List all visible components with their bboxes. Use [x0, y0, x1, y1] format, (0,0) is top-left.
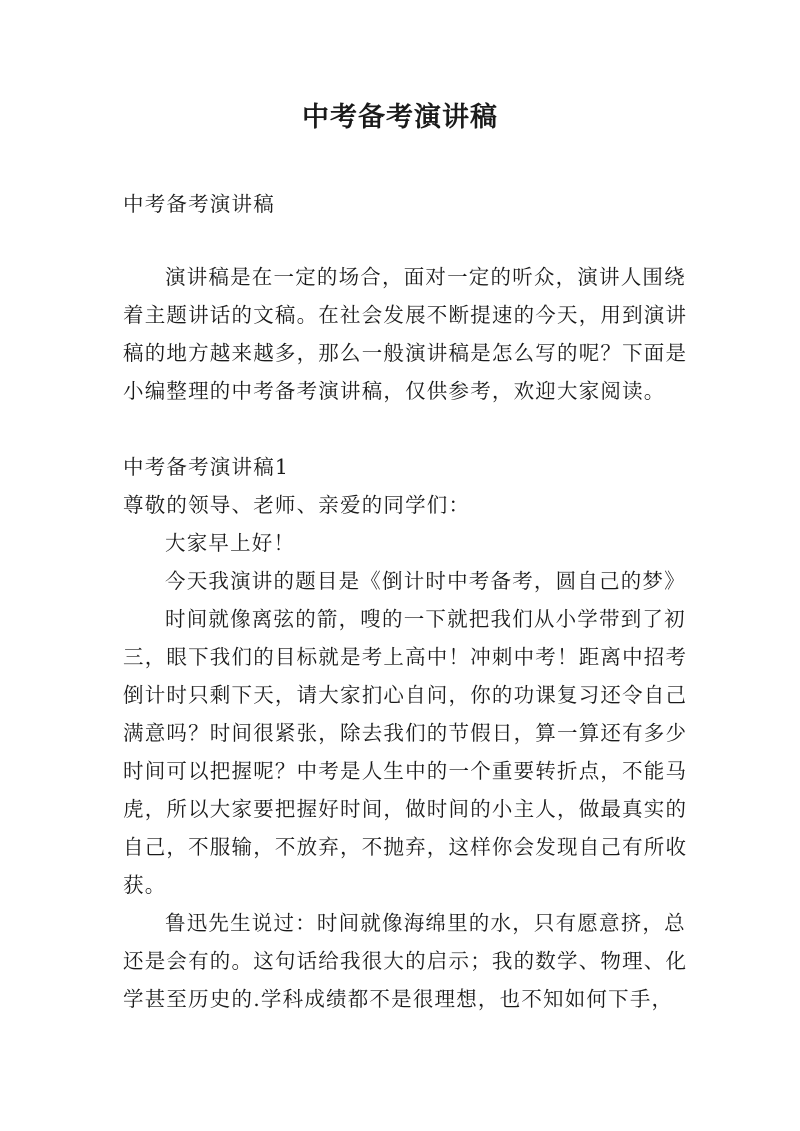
paragraph-line: 学甚至历史的.学科成绩都不是很理想，也不知如何下手，	[123, 987, 674, 1011]
greeting: 大家早上好！	[165, 531, 296, 555]
paragraph-line: 满意吗？时间很紧张，除去我们的节假日，算一算还有多少	[123, 721, 688, 745]
paragraph-line: 获。	[123, 873, 167, 897]
paragraph-line: 时间可以把握呢？中考是人生中的一个重要转折点，不能马	[123, 759, 688, 783]
paragraph-line: 虎，所以大家要把握好时间，做时间的小主人，做最真实的	[123, 797, 688, 821]
intro-line: 演讲稿是在一定的场合，面对一定的听众，演讲人围绕	[165, 265, 686, 289]
intro-line: 稿的地方越来越多，那么一般演讲稿是怎么写的呢？下面是	[123, 341, 688, 365]
paragraph-line: 还是会有的。这句话给我很大的启示；我的数学、物理、化	[123, 949, 688, 973]
paragraph-line: 鲁迅先生说过：时间就像海绵里的水，只有愿意挤，总	[165, 911, 686, 935]
paragraph-line: 倒计时只剩下天，请大家扪心自问，你的功课复习还令自己	[123, 683, 688, 707]
salutation: 尊敬的领导、老师、亲爱的同学们：	[123, 493, 471, 517]
topic-line: 今天我演讲的题目是《倒计时中考备考，圆自己的梦》	[165, 569, 686, 593]
paragraph-line: 三，眼下我们的目标就是考上高中！冲刺中考！距离中招考	[123, 645, 688, 669]
section-heading: 中考备考演讲稿1	[123, 455, 290, 479]
paragraph-line: 自己，不服输，不放弃，不抛弃，这样你会发现自己有所收	[123, 835, 688, 859]
document-title: 中考备考演讲稿	[302, 102, 498, 133]
paragraph-line: 时间就像离弦的箭，嗖的一下就把我们从小学带到了初	[165, 607, 686, 631]
intro-line: 着主题讲话的文稿。在社会发展不断提速的今天，用到演讲	[123, 303, 688, 327]
intro-line: 小编整理的中考备考演讲稿，仅供参考，欢迎大家阅读。	[123, 379, 666, 403]
document-subtitle: 中考备考演讲稿	[123, 192, 275, 216]
